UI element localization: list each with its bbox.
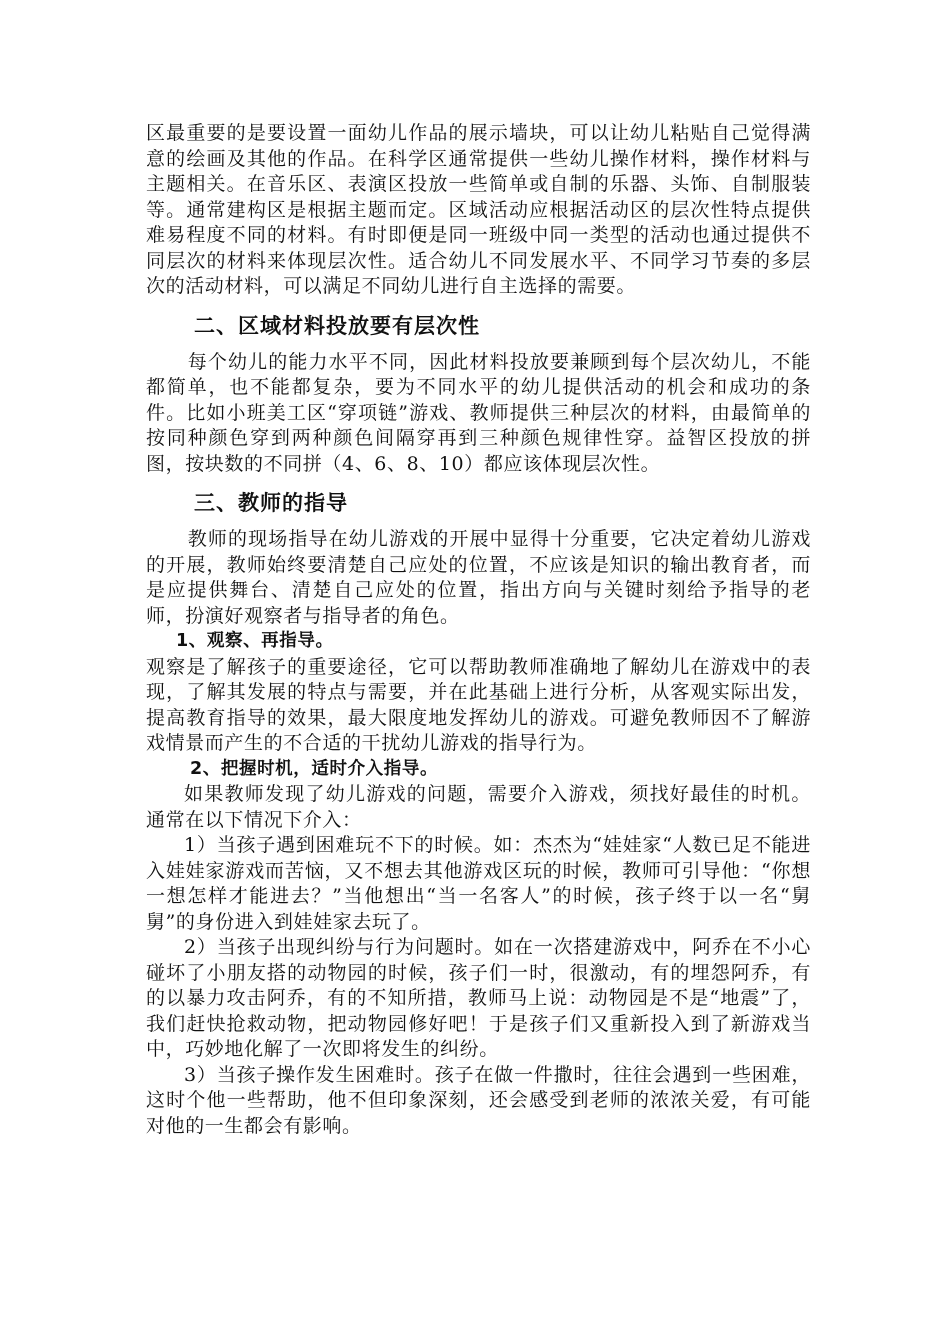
case-3-paragraph: 3）当孩子操作发生困难时。孩子在做一件撒时，往往会遇到一些困难，这时个他一些帮助，他不但印象深刻，还会感受到老师的浓浓关爱，有可能对他的一生都会有影响。 <box>146 1063 811 1137</box>
section-3-heading: 三、教师的指导 <box>194 491 348 515</box>
section-2-paragraph: 每个幼儿的能力水平不同，因此材料投放要兼顾到每个层次幼儿，不能都简单，也不能都复杂，要为不同水平的幼儿提供活动的机会和成功的条件。比如小班美工区“穿项链”游戏、教师提供三种层次的材料，由最简单的按同种颜色穿到两种颜色间隔穿再到三种颜色规律性穿。益智区投放的拼图，按块数的不同拼（4、6、8、10）都应该体现层次性。 <box>146 350 811 475</box>
subsection-1-paragraph: 观察是了解孩子的重要途径，它可以帮助教师准确地了解幼儿在游戏中的表现，了解其发展的特点与需要，并在此基础上进行分析，从客观实际出发，提高教育指导的效果，最大限度地发挥幼儿的游戏。可避免教师因不了解游戏情景而产生的不合适的干扰幼儿游戏的指导行为。 <box>146 655 811 754</box>
document-page <box>146 121 811 1139</box>
section-3-paragraph: 教师的现场指导在幼儿游戏的开展中显得十分重要，它决定着幼儿游戏的开展，教师始终要清楚自己应处的位置，不应该是知识的输出教育者，而是应提供舞台、清楚自己应处的位置，指出方向与关键时刻给予指导的老师，扮演好观察者与指导者的角色。 <box>146 528 811 627</box>
subsection-2-heading: 2、把握时机，适时介入指导。 <box>190 758 439 779</box>
case-1-paragraph: 1）当孩子遇到困难玩不下的时候。如：杰杰为“娃娃家“人数已足不能进入娃娃家游戏而苦恼，又不想去其他游戏区玩的时候，教师可引导他：“你想一想怎样才能进去？”当他想出“当一名客人”的时候，孩子终于以一名“舅舅”的身份进入到娃娃家去玩了。 <box>146 834 811 933</box>
section-2-heading: 二、区域材料投放要有层次性 <box>194 313 480 338</box>
subsection-1-heading: 1、观察、再指导。 <box>176 631 334 651</box>
case-2-paragraph: 2）当孩子出现纠纷与行为问题时。如在一次搭建游戏中，阿乔在不小心碰坏了小朋友搭的动物园的时候，孩子们一时，很激动，有的埋怨阿乔，有的以暴力攻击阿乔，有的不知所措，教师马上说：动物园是不是“地震”了，我们赶快抢救动物，把动物园修好吧！于是孩子们又重新投入到了新游戏当中，巧妙地化解了一次即将发生的纠纷。 <box>146 936 811 1060</box>
intro-paragraph: 区最重要的是要设置一面幼儿作品的展示墙块，可以让幼儿粘贴自己觉得满意的绘画及其他的作品。在科学区通常提供一些幼儿操作材料，操作材料与主题相关。在音乐区、表演区投放一些简单或自制的乐器、头饰、自制服装等。通常建构区是根据主题而定。区域活动应根据活动区的层次性特点提供难易程度不同的材料。有时即便是同一班级中同一类型的活动也通过提供不同层次的材料来体现层次性。适合幼儿不同发展水平、不同学习节奏的多层次的活动材料，可以满足不同幼儿进行自主选择的需要。 <box>146 122 811 297</box>
subsection-2-paragraph: 如果教师发现了幼儿游戏的问题，需要介入游戏，须找好最佳的时机。通常在以下情况下介入： <box>146 783 811 831</box>
